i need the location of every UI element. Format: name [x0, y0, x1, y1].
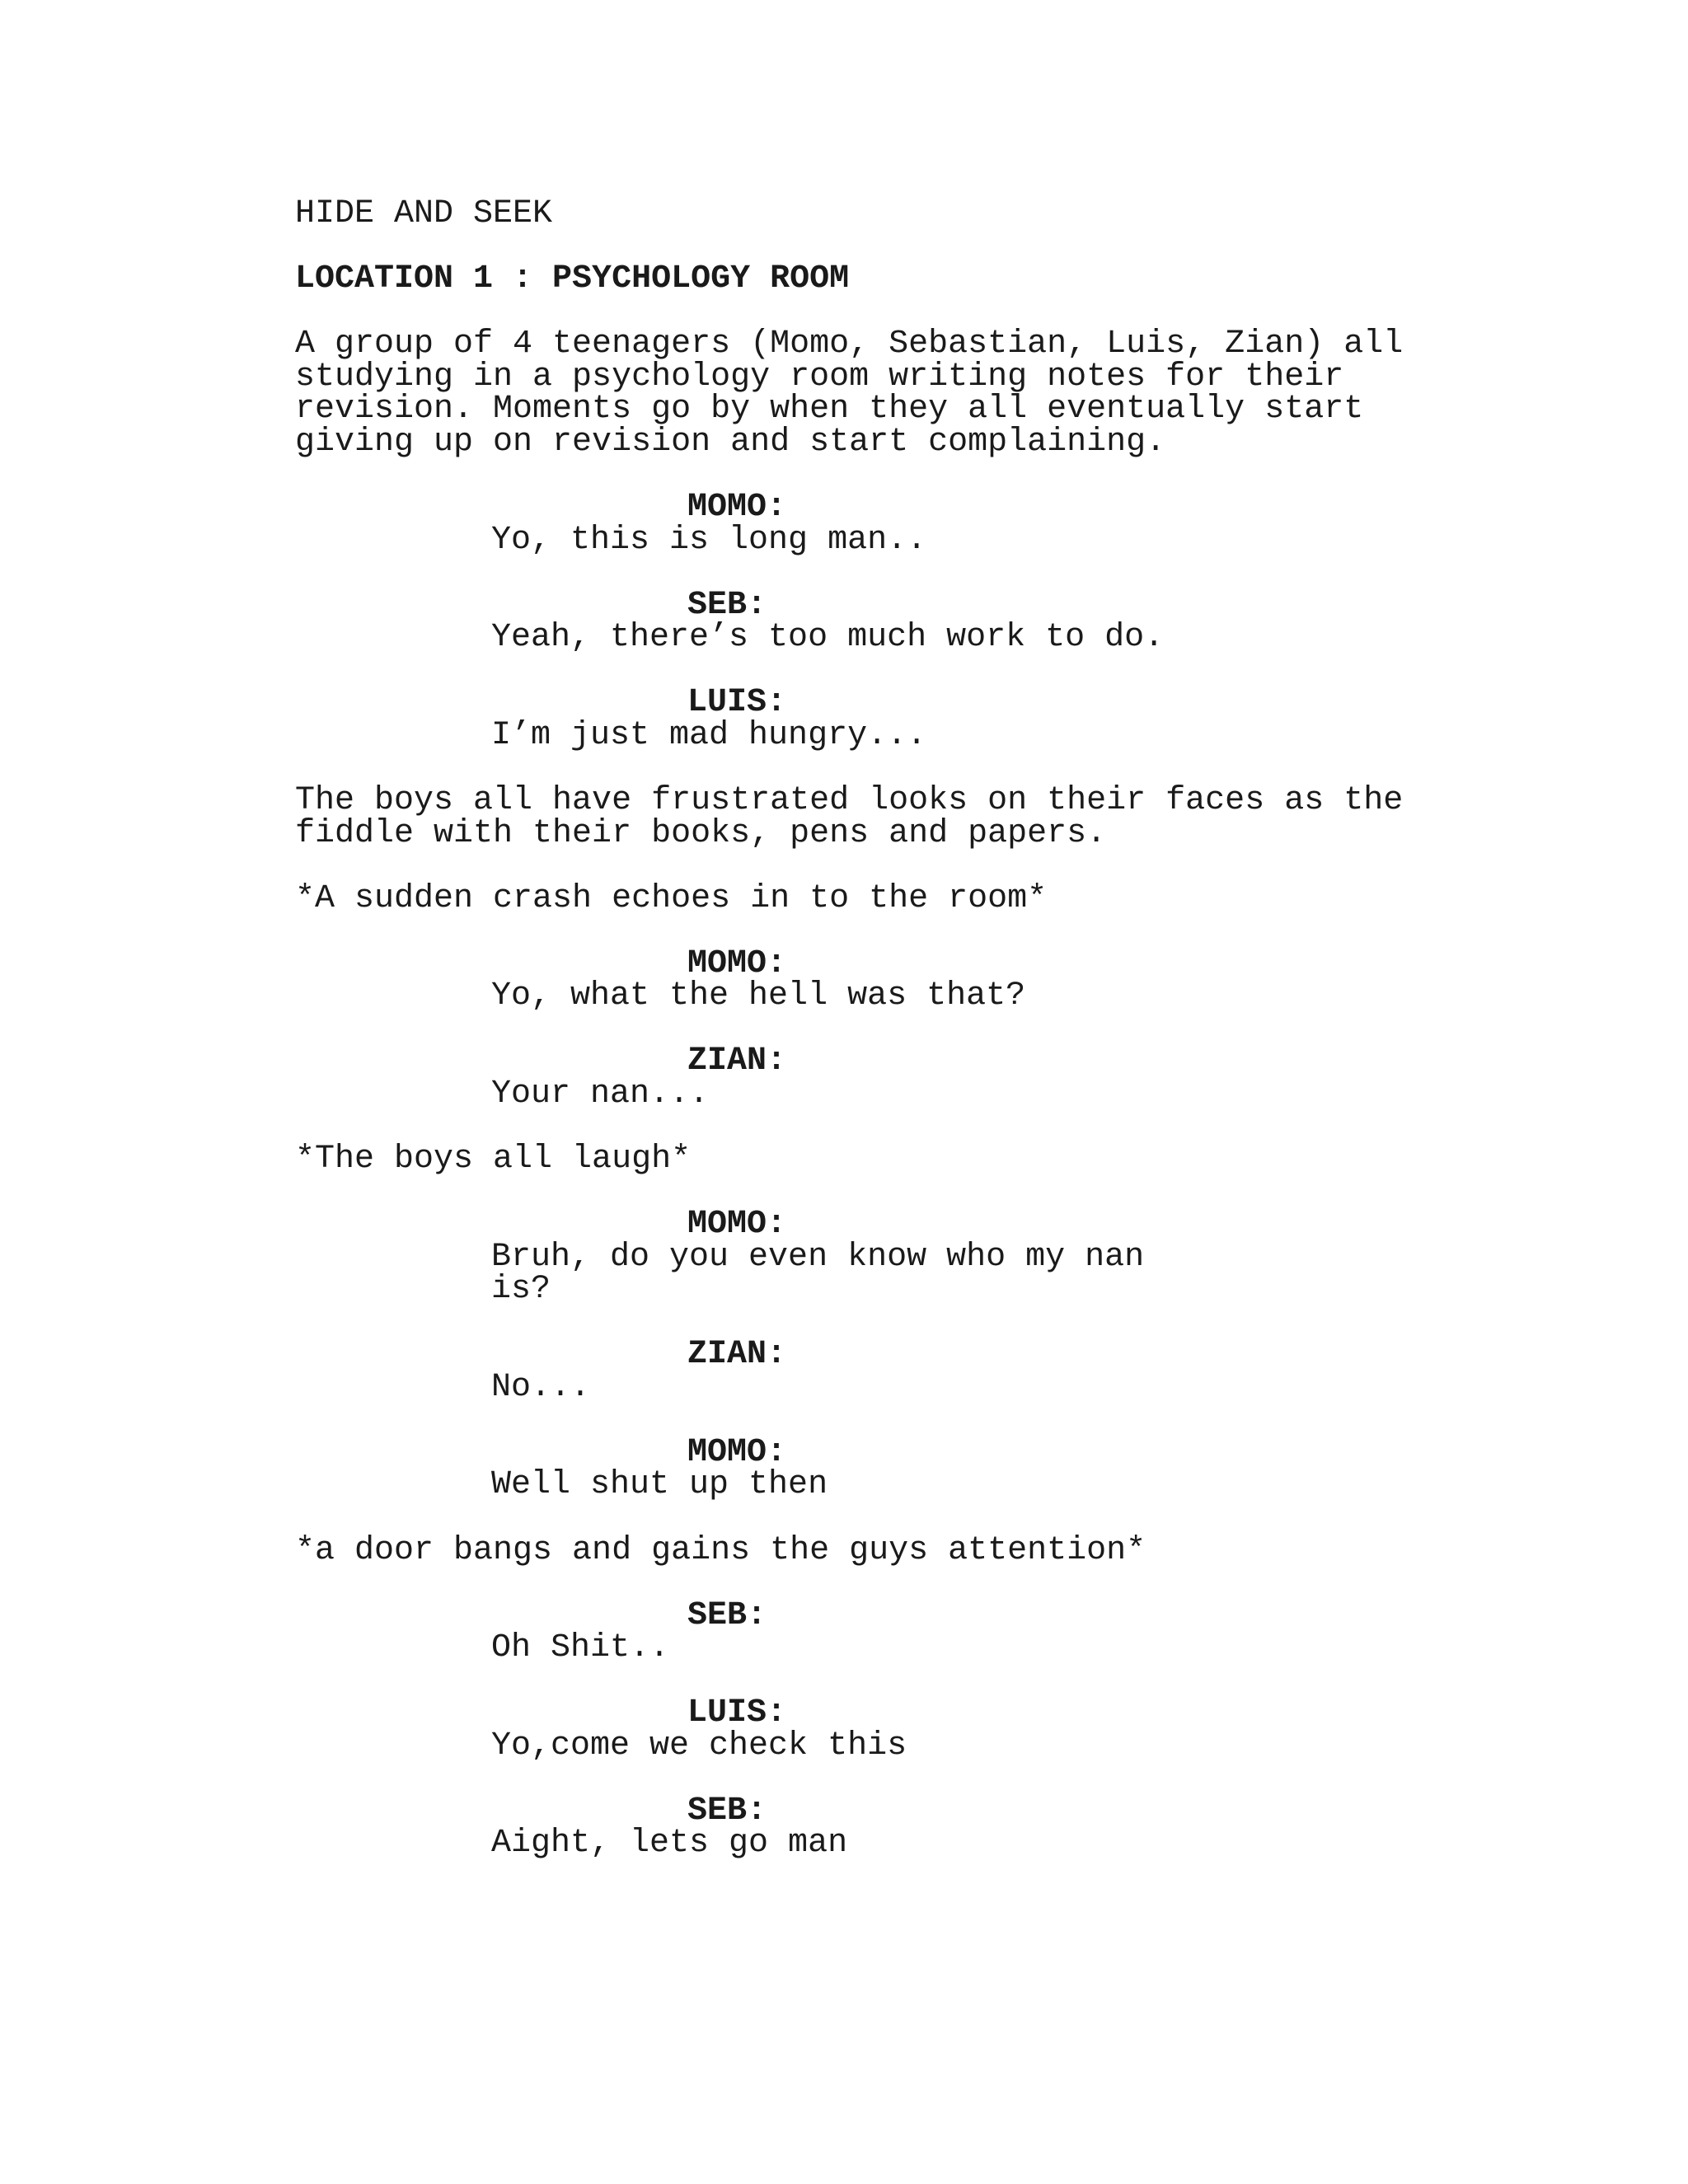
action-line: *a door bangs and gains the guys attention*	[295, 1532, 1146, 1569]
character-name: MOMO:	[687, 489, 787, 526]
dialogue-line: Yo, this is long man..	[491, 522, 927, 559]
dialogue-line: Well shut up then	[491, 1466, 828, 1503]
character-name: ZIAN:	[687, 1336, 787, 1373]
action-line: giving up on revision and start complaining.	[295, 424, 1166, 461]
action-line: The boys all have frustrated looks on their faces as the	[295, 782, 1404, 819]
character-name: ZIAN:	[687, 1043, 787, 1080]
action-line: *A sudden crash echoes in to the room*	[295, 880, 1048, 917]
dialogue-line: Bruh, do you even know who my nan	[491, 1239, 1145, 1276]
dialogue-line: Yo,come we check this	[491, 1727, 907, 1765]
character-name: SEB:	[687, 587, 767, 624]
character-name: MOMO:	[687, 1206, 787, 1243]
action-line: fiddle with their books, pens and papers.	[295, 815, 1107, 852]
script-title: HIDE AND SEEK	[295, 195, 553, 232]
dialogue-line: I’m just mad hungry...	[491, 717, 927, 754]
dialogue-line: Aight, lets go man	[491, 1825, 848, 1862]
dialogue-line: No...	[491, 1369, 591, 1406]
action-line: studying in a psychology room writing notes for their	[295, 359, 1344, 396]
action-line: A group of 4 teenagers (Momo, Sebastian, Luis, Zian) all	[295, 326, 1404, 363]
dialogue-line: Yo, what the hell was that?	[491, 977, 1026, 1015]
character-name: LUIS:	[687, 684, 787, 721]
dialogue-line: Yeah, there’s too much work to do.	[491, 619, 1165, 656]
dialogue-line: is?	[491, 1271, 551, 1308]
character-name: LUIS:	[687, 1694, 787, 1732]
character-name: MOMO:	[687, 1434, 787, 1471]
action-line: *The boys all laugh*	[295, 1141, 692, 1178]
action-line: revision. Moments go by when they all eventually start	[295, 391, 1364, 428]
dialogue-line: Your nan...	[491, 1076, 710, 1113]
scene-heading: LOCATION 1 : PSYCHOLOGY ROOM	[295, 260, 850, 298]
character-name: SEB:	[687, 1597, 767, 1634]
dialogue-line: Oh Shit..	[491, 1629, 670, 1666]
character-name: SEB:	[687, 1793, 767, 1830]
character-name: MOMO:	[687, 945, 787, 982]
